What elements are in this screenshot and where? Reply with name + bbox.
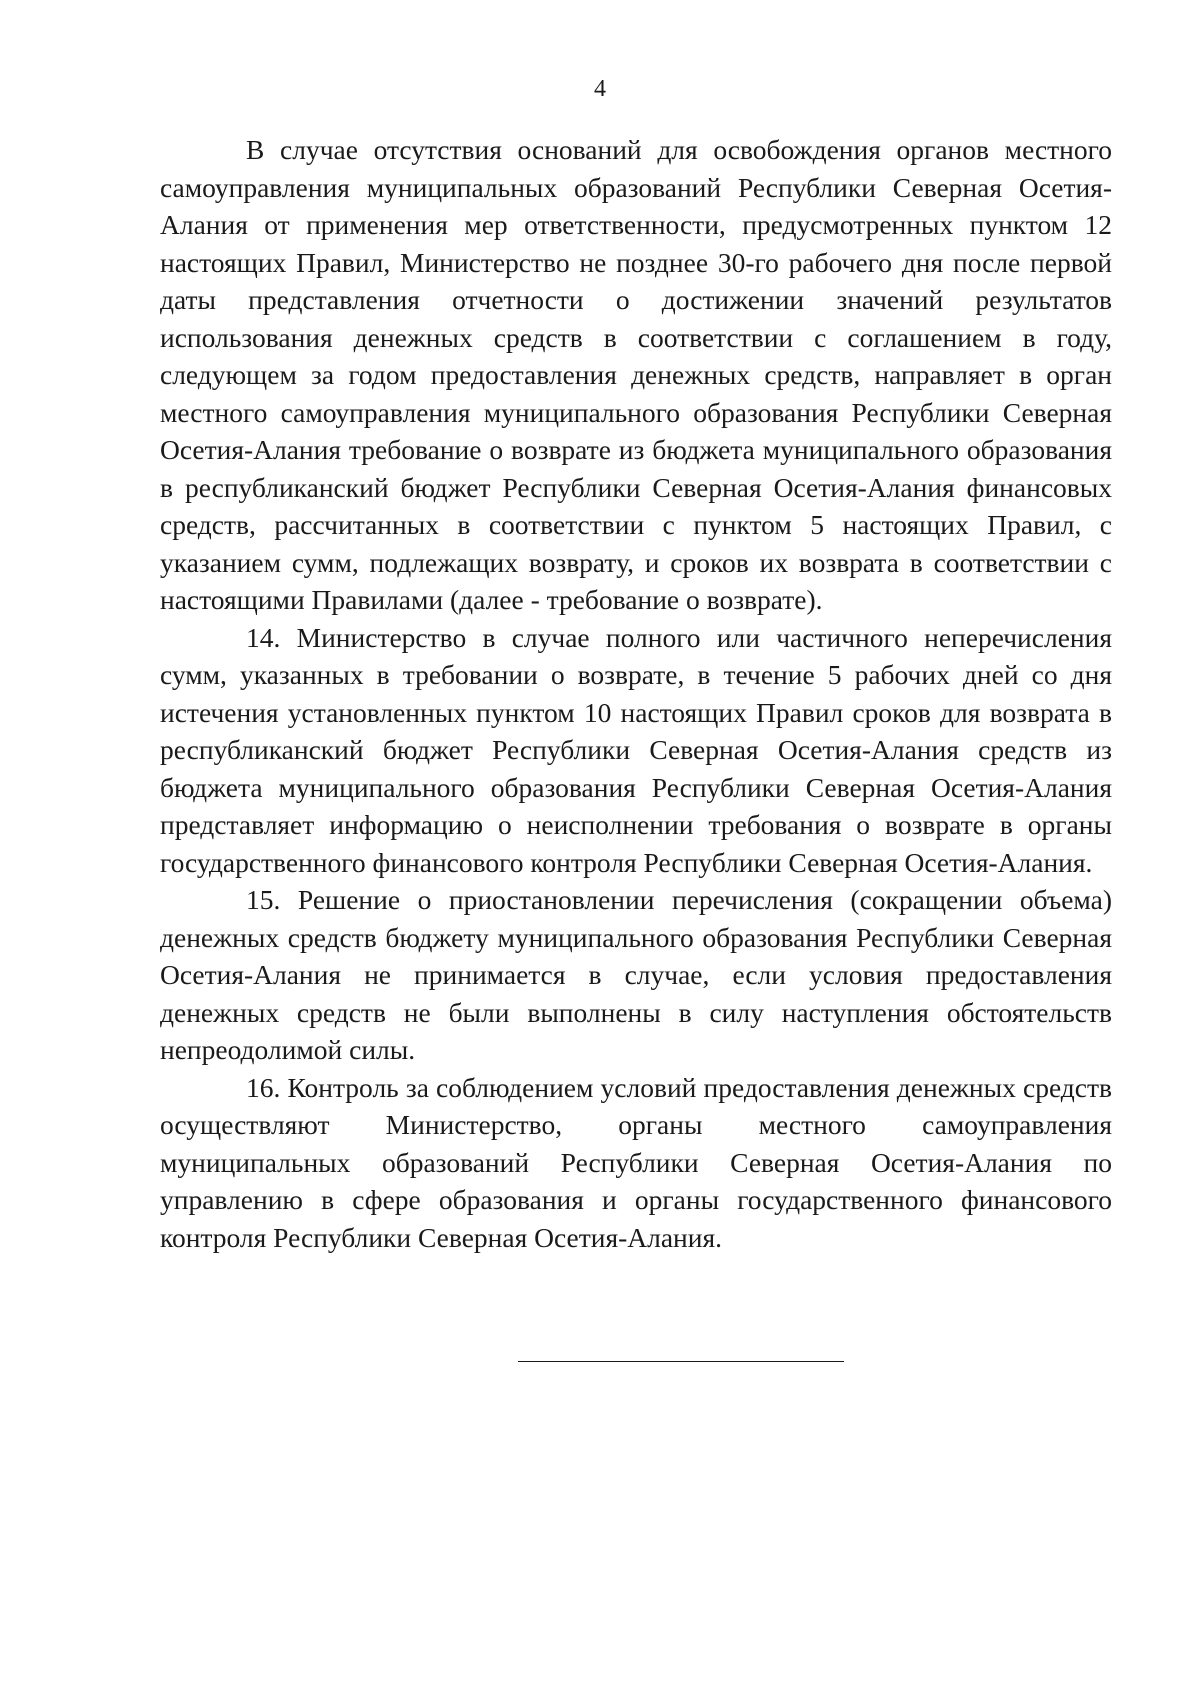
document-body [160,131,1112,1256]
paragraph-16: 16. Контроль за соблюдением условий предоставления денежных средств осуществляют Министерство, органы местного самоуправления муниципальных образований Республики Северная Осетия-Алания по управлению в сфере образования и органы государственного финансового контроля Республики Северная Осетия-Алания. [160,1071,1112,1253]
paragraph-return-requirement: В случае отсутствия оснований для освобождения органов местного самоуправления муниципальных образований Республики Северная Осетия-Алания от применения мер ответственности, предусмотренных пунктом 12 настоящих Правил, Министерство не позднее 30-го рабочего дня после первой даты представления отчетности о достижении значений результатов использования денежных средств в соответствии с соглашением в году, следующем за годом предоставления денежных средств, направляет в орган местного самоуправления муниципального образования Республики Северная Осетия-Алания требование о возврате из бюджета муниципального образования в республиканский бюджет Республики Северная Осетия-Алания финансовых средств, рассчитанных в соответствии с пунктом 5 настоящих Правил, с указанием сумм, подлежащих возврату, и сроков их возврата в соответствии с настоящими Правилами (далее - требование о возврате). [160,134,1112,615]
paragraph-14: 14. Министерство в случае полного или частичного неперечисления сумм, указанных в требовании о возврате, в течение 5 рабочих дней со дня истечения установленных пунктом 10 настоящих Правил сроков для возврата в республиканский бюджет Республики Северная Осетия-Алания средств из бюджета муниципального образования Республики Северная Осетия-Алания представляет информацию о неисполнении требования о возврате в органы государственного финансового контроля Республики Северная Осетия-Алания. [160,621,1112,878]
page-number: 4 [594,76,606,102]
end-of-document-rule [518,1361,844,1362]
paragraph-15: 15. Решение о приостановлении перечисления (сокращении объема) денежных средств бюджету муниципального образования Республики Северная Осетия-Алания не принимается в случае, если условия предоставления денежных средств не были выполнены в силу наступления обстоятельств непреодолимой силы. [160,884,1112,1065]
